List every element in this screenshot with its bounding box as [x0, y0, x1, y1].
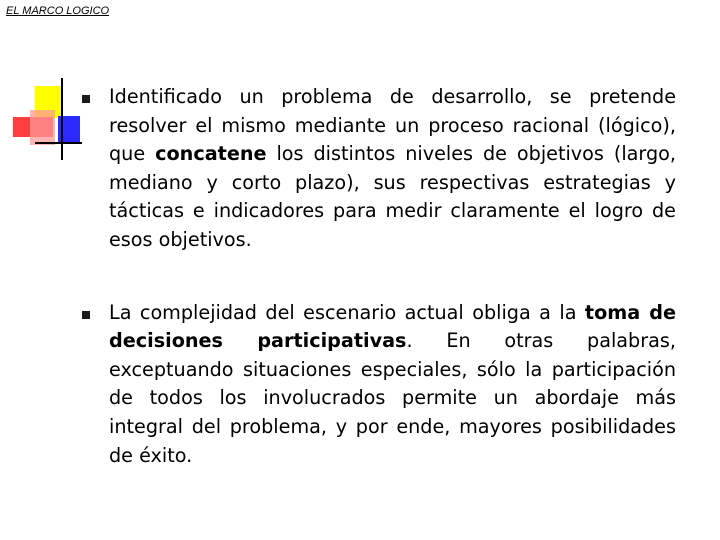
bullet-text-2: [109, 299, 676, 471]
page-header-title: EL MARCO LOGICO: [6, 5, 110, 17]
bullet-2-bold-toma-de-decisiones: toma de decisiones participativas: [109, 300, 676, 353]
bullet-1-segment-1: Identificado un problema de desarrollo, se pretende resolver el mismo mediante un proceso racional (lógico), que: [109, 85, 676, 166]
bullet-item-1: [80, 83, 680, 255]
logo-pink-square: [30, 110, 55, 145]
bullet-item-2: [80, 299, 680, 471]
bullet-1-bold-concatene: concatene: [155, 142, 267, 166]
bullet-2-segment-3: . En otras palabras, exceptuando situaciones especiales, sólo la participación de todos los involucrados permite un abordaje más integral del problema, y por ende, mayores posibilidades de éxito.: [109, 329, 676, 467]
square-bullet-icon: [82, 311, 90, 319]
square-bullet-icon: [82, 95, 90, 103]
bullet-text-1: [109, 83, 676, 255]
bullet-1-segment-3: los distintos niveles de objetivos (largo, mediano y corto plazo), sus respectivas estrategias y tácticas e indicadores para medir claramente el logro de esos objetivos.: [109, 142, 676, 251]
bullet-2-segment-1: La complejidad del escenario actual obliga a la: [109, 300, 585, 324]
bullet-list: [80, 83, 680, 470]
